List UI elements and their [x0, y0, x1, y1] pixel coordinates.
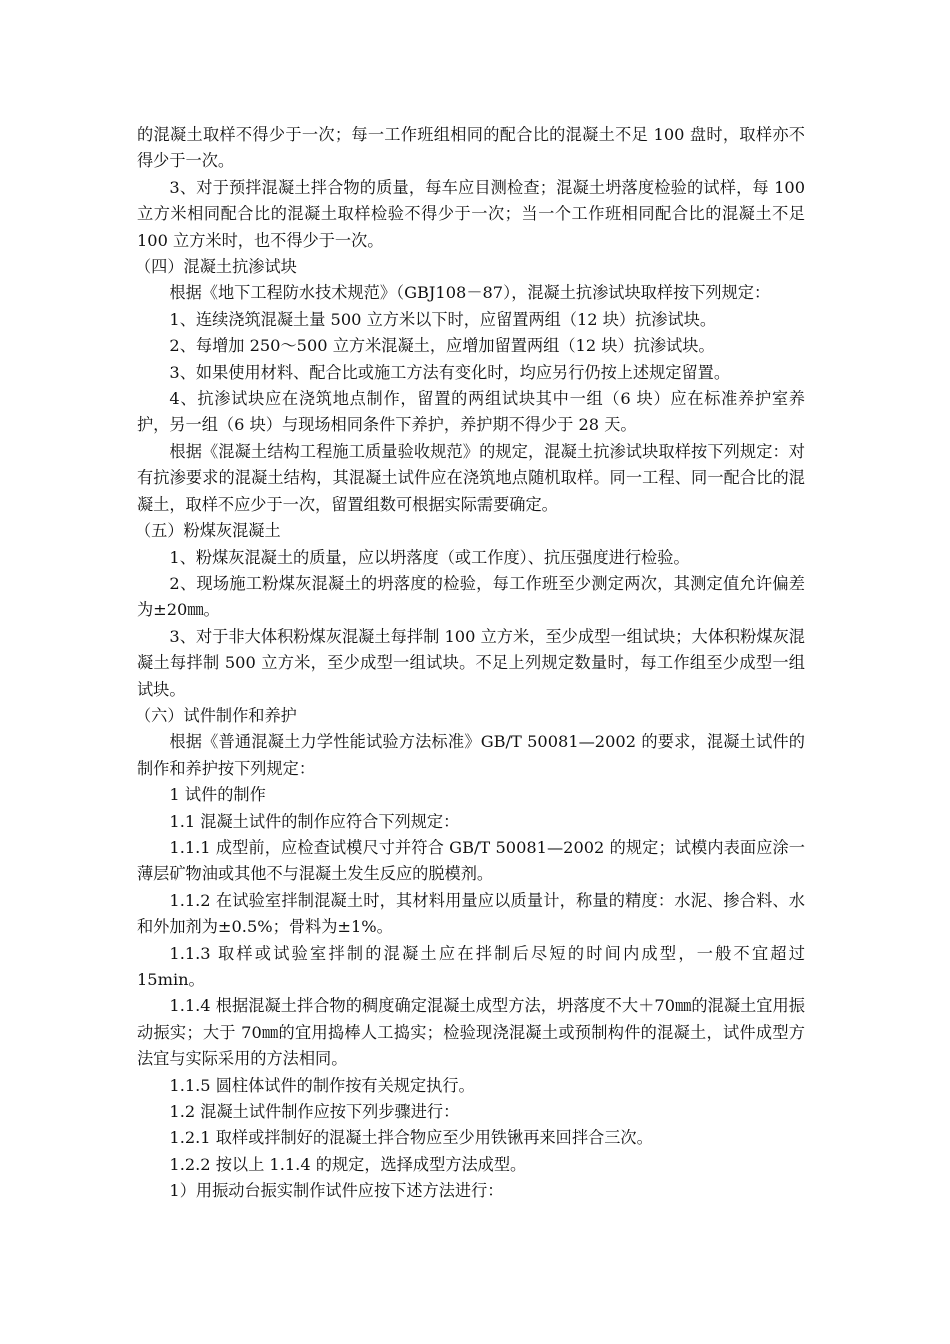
- paragraph: 4、抗渗试块应在浇筑地点制作，留置的两组试块其中一组（6 块）应在标准养护室养护，另一组（6 块）与现场相同条件下养护，养护期不得少于 28 天。: [137, 389, 805, 435]
- clause: 1.2.1 取样或拌制好的混凝土拌合物应至少用铁锹再来回拌合三次。: [169, 1128, 653, 1148]
- clause: 1.1.3 取样或试验室拌制的混凝土应在拌制后尽短的时间内成型，一般不宜超过 15min。: [137, 943, 805, 989]
- clause: 1）用振动台振实制作试件应按下述方法进行：: [169, 1181, 504, 1201]
- clause: 1.1.2 在试验室拌制混凝土时，其材料用量应以质量计，称量的精度：水泥、掺合料、水和外加剂为±0.5%；骨料为±1%。: [137, 890, 805, 937]
- paragraph-continuation: 的混凝土取样不得少于一次；每一工作班组相同的配合比的混凝土不足 100 盘时，取样亦不得少于一次。: [137, 125, 805, 171]
- paragraph: 根据《普通混凝土力学性能试验方法标准》GB/T 50081—2002 的要求，混凝土试件的制作和养护按下列规定：: [137, 732, 805, 778]
- paragraph: 1、连续浇筑混凝土量 500 立方米以下时，应留置两组（12 块）抗渗试块。: [169, 309, 717, 329]
- paragraph: 3、如果使用材料、配合比或施工方法有变化时，均应另行仍按上述规定留置。: [169, 362, 731, 382]
- clause: 1.2 混凝土试件制作应按下列步骤进行：: [169, 1102, 460, 1122]
- clause: 1.1.4 根据混凝土拌合物的稠度确定混凝土成型方法，坍落度不大＋70㎜的混凝土宜用振动振实；大于 70㎜的宜用捣棒人工捣实；检验现浇混凝土或预制构件的混凝土，试件成型方法宜与实际采用的方法相同。: [137, 996, 805, 1069]
- document-body: [137, 122, 805, 1205]
- clause: 1.1.1 成型前，应检查试模尺寸并符合 GB/T 50081—2002 的规定；试模内表面应涂一薄层矿物油或其他不与混凝土发生反应的脱模剂。: [137, 837, 805, 884]
- section-heading: （六）试件制作和养护: [135, 705, 297, 725]
- section-heading: （五）粉煤灰混凝土: [135, 521, 281, 541]
- clause: 1.1.5 圆柱体试件的制作按有关规定执行。: [169, 1075, 475, 1095]
- paragraph: 3、对于预拌混凝土拌合物的质量，每车应目测检查；混凝土坍落度检验的试样，每 100 立方米相同配合比的混凝土取样检验不得少于一次；当一个工作班相同配合比的混凝土不足 100 立方米时，也不得少于一次。: [137, 177, 805, 250]
- paragraph: 根据《混凝土结构工程施工质量验收规范》的规定，混凝土抗渗试块取样按下列规定：对有抗渗要求的混凝土结构，其混凝土试件应在浇筑地点随机取样。同一工程、同一配合比的混凝土，取样不应少于一次，留置组数可根据实际需要确定。: [137, 441, 805, 514]
- paragraph: 2、现场施工粉煤灰混凝土的坍落度的检验，每工作班至少测定两次，其测定值允许偏差为±20㎜。: [137, 573, 805, 620]
- paragraph: 1、粉煤灰混凝土的质量，应以坍落度（或工作度）、抗压强度进行检验。: [169, 547, 690, 567]
- section-heading: （四）混凝土抗渗试块: [135, 257, 297, 277]
- subsection-title: 1 试件的制作: [169, 785, 266, 805]
- paragraph: 根据《地下工程防水技术规范》（GBJ108－87），混凝土抗渗试块取样按下列规定：: [169, 283, 771, 303]
- clause: 1.1 混凝土试件的制作应符合下列规定：: [169, 811, 460, 831]
- paragraph: 3、对于非大体积粉煤灰混凝土每拌制 100 立方米，至少成型一组试块；大体积粉煤灰混凝土每拌制 500 立方米，至少成型一组试块。不足上列规定数量时，每工作组至少成型一组试块。: [137, 626, 805, 699]
- clause: 1.2.2 按以上 1.1.4 的规定，选择成型方法成型。: [169, 1154, 527, 1174]
- paragraph: 2、每增加 250～500 立方米混凝土，应增加留置两组（12 块）抗渗试块。: [169, 336, 715, 356]
